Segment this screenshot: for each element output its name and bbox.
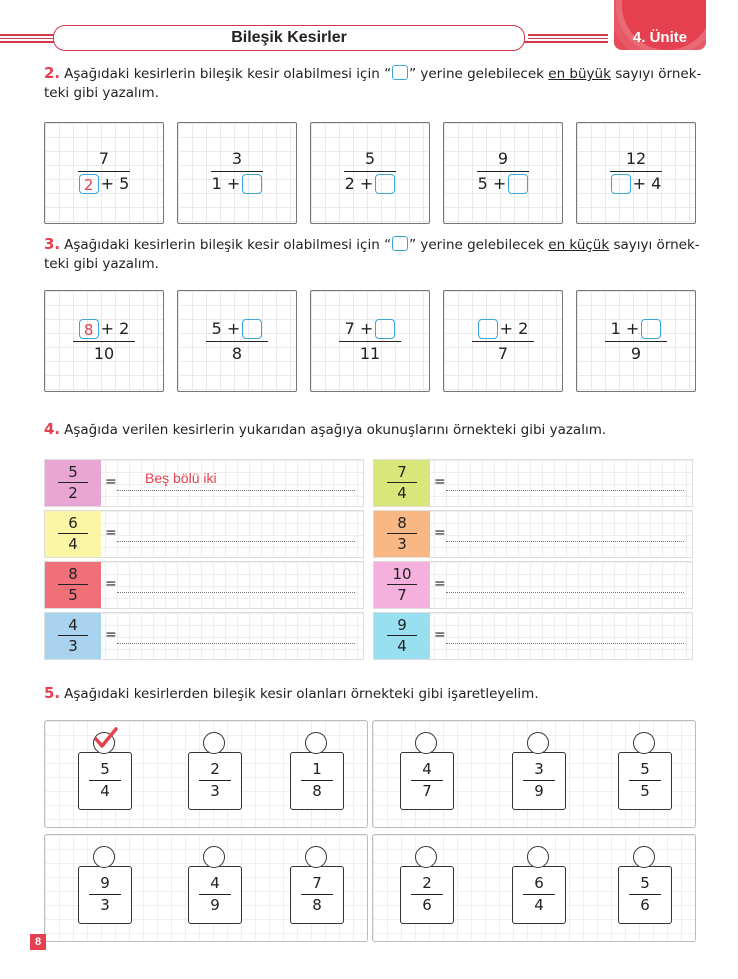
answer-box[interactable] <box>641 319 661 339</box>
numerator <box>291 759 343 780</box>
denominator <box>619 781 671 802</box>
checkmark-icon <box>92 727 118 751</box>
reading-row <box>44 459 364 507</box>
numerator <box>374 513 430 533</box>
question-5-number: 5. <box>44 684 61 702</box>
denominator <box>189 895 241 916</box>
numerator <box>619 759 671 780</box>
denominator <box>577 342 695 366</box>
fraction <box>45 513 101 554</box>
question-5-text: 5. Aşağıdaki kesirlerden bileşik kesir olanları örnekteki gibi işaretleyelim. <box>44 684 539 702</box>
equals-sign: = <box>434 474 446 490</box>
fraction-cell <box>374 562 430 608</box>
denominator-value: 10 <box>93 344 115 364</box>
fraction-card <box>512 752 566 810</box>
blank-box-icon <box>392 236 408 251</box>
denominator <box>401 781 453 802</box>
page-title: Bileşik Kesirler <box>53 25 525 51</box>
denominator <box>189 781 241 802</box>
unit-tab <box>614 0 706 50</box>
fraction <box>45 564 101 605</box>
fraction-card <box>78 752 132 810</box>
check-circle[interactable] <box>527 732 549 754</box>
denominator <box>311 172 429 196</box>
answer-line[interactable] <box>117 643 355 644</box>
check-circle[interactable] <box>633 846 655 868</box>
denominator <box>374 636 430 656</box>
numerator <box>79 873 131 894</box>
numerator-value: 5 <box>68 463 78 481</box>
fraction <box>619 759 671 802</box>
numerator-value: 7 <box>312 874 322 892</box>
blank-box-icon <box>392 65 408 80</box>
numerator <box>79 759 131 780</box>
reading-row <box>373 459 693 507</box>
check-circle[interactable] <box>415 846 437 868</box>
check-circle[interactable] <box>527 846 549 868</box>
answer-box[interactable] <box>242 174 262 194</box>
numerator <box>444 317 562 341</box>
check-circle[interactable] <box>93 846 115 868</box>
answer-line[interactable] <box>446 643 684 644</box>
denominator-value: 11 <box>359 344 381 364</box>
numerator <box>577 317 695 341</box>
fraction <box>619 873 671 916</box>
answer-text: Beş bölü iki <box>145 470 217 486</box>
denominator-value: 6 <box>422 896 432 915</box>
numerator-suffix: + 2 <box>100 319 130 338</box>
fraction-cell <box>374 460 430 506</box>
denominator <box>291 895 343 916</box>
numerator-value: 9 <box>397 616 407 634</box>
question-3-item <box>443 290 563 392</box>
numerator-value: 9 <box>497 149 509 168</box>
question-2-item <box>310 122 430 224</box>
denominator-prefix: 5 + <box>477 174 507 194</box>
numerator-prefix: 7 + <box>344 319 374 338</box>
unit-label: 4. Ünite <box>632 29 688 46</box>
denominator-suffix: + 4 <box>632 174 662 194</box>
denominator <box>79 781 131 802</box>
denominator <box>619 895 671 916</box>
fraction-card <box>400 866 454 924</box>
numerator-value: 6 <box>68 514 78 532</box>
fraction <box>178 147 296 196</box>
equals-sign: = <box>105 627 117 643</box>
fraction <box>374 564 430 605</box>
answer-box[interactable] <box>375 319 395 339</box>
fraction <box>401 759 453 802</box>
fraction-card <box>618 866 672 924</box>
reading-row <box>44 612 364 660</box>
equals-sign: = <box>434 576 446 592</box>
numerator <box>189 873 241 894</box>
fraction-card <box>290 866 344 924</box>
denominator-value: 7 <box>397 586 407 605</box>
denominator-value: 4 <box>397 637 407 656</box>
fraction <box>189 873 241 916</box>
numerator <box>45 147 163 171</box>
check-circle[interactable] <box>633 732 655 754</box>
denominator-value: 9 <box>630 344 642 364</box>
denominator-value: 8 <box>231 344 243 364</box>
numerator-value: 4 <box>210 874 220 892</box>
denominator-value: 4 <box>100 782 110 801</box>
numerator-value: 6 <box>534 874 544 892</box>
question-2-item <box>177 122 297 224</box>
numerator <box>577 147 695 171</box>
denominator-value: 2 <box>68 484 78 503</box>
question-2-item <box>443 122 563 224</box>
numerator <box>178 317 296 341</box>
fraction-cell <box>45 562 101 608</box>
fraction <box>374 513 430 554</box>
fraction <box>311 147 429 196</box>
reading-row <box>373 510 693 558</box>
denominator-value: 7 <box>497 344 509 364</box>
numerator <box>513 759 565 780</box>
denominator <box>45 483 101 503</box>
numerator-value: 7 <box>98 149 110 168</box>
fraction-card <box>188 752 242 810</box>
numerator <box>45 462 101 482</box>
fraction-card <box>400 752 454 810</box>
reading-row <box>373 612 693 660</box>
numerator-value: 2 <box>422 874 432 892</box>
numerator <box>311 317 429 341</box>
question-3-item <box>576 290 696 392</box>
numerator-value: 1 <box>312 760 322 778</box>
equals-sign: = <box>105 525 117 541</box>
answer-box[interactable] <box>611 174 631 194</box>
denominator-value: 3 <box>68 637 78 656</box>
equals-sign: = <box>434 525 446 541</box>
fraction-cell <box>45 511 101 557</box>
numerator <box>178 147 296 171</box>
numerator <box>311 147 429 171</box>
fraction <box>513 759 565 802</box>
fraction <box>444 317 562 366</box>
fraction <box>45 615 101 656</box>
fraction-cell <box>45 613 101 659</box>
reading-row <box>373 561 693 609</box>
question-2-number: 2. <box>44 64 61 82</box>
page-number: 8 <box>30 934 46 950</box>
fraction-card <box>618 752 672 810</box>
numerator <box>619 873 671 894</box>
numerator-value: 5 <box>364 149 376 168</box>
fraction <box>45 462 101 503</box>
numerator-value: 10 <box>392 565 412 583</box>
numerator <box>374 615 430 635</box>
answer-line[interactable] <box>117 490 355 491</box>
denominator-value: 9 <box>534 782 544 801</box>
numerator-value: 8 <box>397 514 407 532</box>
numerator-value: 9 <box>100 874 110 892</box>
equals-sign: = <box>105 576 117 592</box>
equals-sign: = <box>434 627 446 643</box>
denominator <box>444 342 562 366</box>
fraction <box>513 873 565 916</box>
denominator <box>444 172 562 196</box>
question-3-item <box>44 290 164 392</box>
numerator-value: 7 <box>397 463 407 481</box>
question-2-text: 2. Aşağıdaki kesirlerin bileşik kesir olabilmesi için “ ” yerine gelebilecek en büyük sayıyı örnek- teki gibi yazalım. <box>44 64 702 101</box>
denominator <box>311 342 429 366</box>
equals-sign: = <box>105 474 117 490</box>
reading-row <box>44 561 364 609</box>
denominator-value: 3 <box>210 782 220 801</box>
fraction-cell <box>374 511 430 557</box>
question-4-number: 4. <box>44 420 61 438</box>
denominator <box>45 342 163 366</box>
denominator-value: 3 <box>397 535 407 554</box>
denominator-value: 6 <box>640 896 650 915</box>
denominator <box>45 585 101 605</box>
numerator <box>513 873 565 894</box>
answer-box[interactable] <box>375 174 395 194</box>
numerator-value: 3 <box>534 760 544 778</box>
denominator-value: 5 <box>68 586 78 605</box>
denominator-value: 4 <box>534 896 544 915</box>
answer-box[interactable] <box>242 319 262 339</box>
numerator-value: 5 <box>640 760 650 778</box>
numerator-value: 12 <box>625 149 647 168</box>
check-circle[interactable] <box>203 732 225 754</box>
numerator <box>374 564 430 584</box>
fraction <box>444 147 562 196</box>
fraction-card <box>188 866 242 924</box>
numerator-suffix: + 2 <box>499 319 529 338</box>
fraction <box>178 317 296 366</box>
denominator-value: 5 <box>640 782 650 801</box>
numerator <box>45 513 101 533</box>
check-circle[interactable] <box>305 846 327 868</box>
question-3-number: 3. <box>44 235 61 253</box>
fraction <box>577 317 695 366</box>
question-3-item <box>310 290 430 392</box>
fraction <box>311 317 429 366</box>
fraction <box>45 147 163 196</box>
numerator-value: 3 <box>231 149 243 168</box>
denominator-value: 9 <box>210 896 220 915</box>
fraction <box>79 759 131 802</box>
numerator-value: 4 <box>68 616 78 634</box>
numerator-value: 8 <box>68 565 78 583</box>
fraction <box>577 147 695 196</box>
denominator-value: 4 <box>397 484 407 503</box>
answer-box[interactable] <box>478 319 498 339</box>
fraction <box>374 615 430 656</box>
answer-line[interactable] <box>117 592 355 593</box>
numerator <box>401 759 453 780</box>
answer-line[interactable] <box>446 490 684 491</box>
fraction <box>401 873 453 916</box>
denominator-value: 3 <box>100 896 110 915</box>
denominator <box>79 895 131 916</box>
denominator <box>401 895 453 916</box>
numerator <box>374 462 430 482</box>
fraction-card <box>512 866 566 924</box>
denominator-prefix: 2 + <box>344 174 374 194</box>
denominator <box>374 534 430 554</box>
denominator-suffix: + 5 <box>100 174 130 194</box>
numerator-value: 5 <box>100 760 110 778</box>
question-3-text: 3. Aşağıdaki kesirlerin bileşik kesir olabilmesi için “ ” yerine gelebilecek en küçük sayıyı örnek- teki gibi yazalım. <box>44 235 700 272</box>
answer-line[interactable] <box>117 541 355 542</box>
reading-row <box>44 510 364 558</box>
numerator-prefix: 1 + <box>610 319 640 338</box>
denominator <box>45 172 163 196</box>
denominator <box>513 781 565 802</box>
denominator <box>374 483 430 503</box>
fraction <box>291 873 343 916</box>
fraction <box>291 759 343 802</box>
denominator-value: 4 <box>68 535 78 554</box>
numerator-value: 2 <box>210 760 220 778</box>
question-4-text: 4. Aşağıda verilen kesirlerin yukarıdan aşağıya okunuşlarını örnekteki gibi yazalım. <box>44 420 607 438</box>
fraction <box>189 759 241 802</box>
numerator <box>45 564 101 584</box>
fraction <box>79 873 131 916</box>
numerator <box>45 615 101 635</box>
answer-line[interactable] <box>446 541 684 542</box>
check-circle[interactable] <box>305 732 327 754</box>
numerator <box>401 873 453 894</box>
denominator <box>513 895 565 916</box>
denominator <box>374 585 430 605</box>
answer-box[interactable]: 2 <box>79 174 99 194</box>
numerator <box>291 873 343 894</box>
fraction <box>45 317 163 366</box>
numerator-value: 4 <box>422 760 432 778</box>
denominator-value: 7 <box>422 782 432 801</box>
fraction <box>374 462 430 503</box>
question-2-item <box>44 122 164 224</box>
check-circle[interactable] <box>203 846 225 868</box>
denominator <box>178 342 296 366</box>
numerator-prefix: 5 + <box>211 319 241 338</box>
answer-line[interactable] <box>446 592 684 593</box>
denominator <box>178 172 296 196</box>
denominator-prefix: 1 + <box>211 174 241 194</box>
denominator <box>291 781 343 802</box>
fraction-cell <box>374 613 430 659</box>
answer-box[interactable]: 8 <box>79 319 99 339</box>
fraction-card <box>78 866 132 924</box>
numerator-value: 5 <box>640 874 650 892</box>
numerator <box>45 317 163 341</box>
check-circle[interactable] <box>415 732 437 754</box>
answer-box[interactable] <box>508 174 528 194</box>
denominator <box>45 636 101 656</box>
numerator <box>189 759 241 780</box>
check-circle[interactable] <box>93 732 115 754</box>
header-stripes-right <box>528 34 608 45</box>
fraction-cell <box>45 460 101 506</box>
denominator <box>577 172 695 196</box>
numerator <box>444 147 562 171</box>
denominator-value: 8 <box>312 896 322 915</box>
denominator-value: 8 <box>312 782 322 801</box>
question-3-item <box>177 290 297 392</box>
denominator <box>45 534 101 554</box>
question-2-item <box>576 122 696 224</box>
fraction-card <box>290 752 344 810</box>
